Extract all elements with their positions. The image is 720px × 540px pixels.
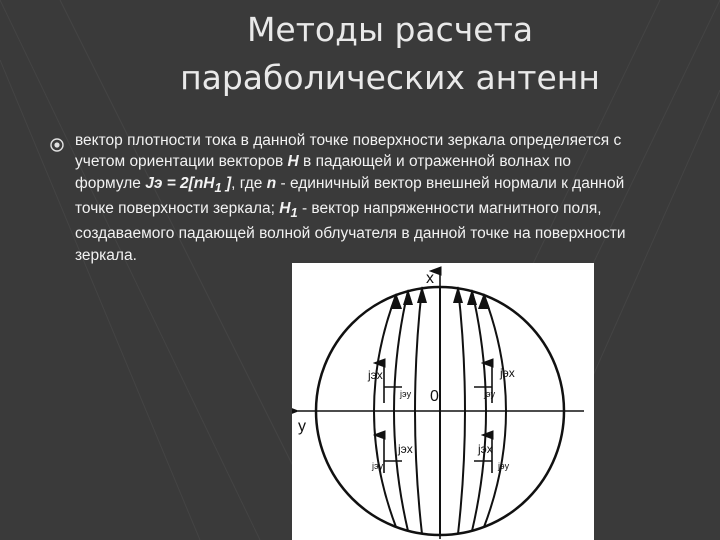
current-vectors (384, 363, 492, 473)
body-text-5: - вектор напряженности магнитного поля, создаваемого падающей волной облучателя в данной точке на поверхности зеркала. (75, 199, 626, 264)
slide-title-line-1: Методы расчета (246, 10, 534, 49)
body-text-1: вектор плотности тока в данной точке поверхности зеркала определяется с учетом ориентации векторов (75, 132, 622, 171)
origin-label: 0 (430, 388, 439, 405)
label-jey-tl: jэy (400, 389, 412, 399)
body-formula (145, 174, 232, 195)
h1-main: H (279, 199, 291, 217)
slide-title-line-2: параболических антенн (180, 58, 600, 97)
body-text-4: - единичный вектор внешней нормали к данной точке поверхности зеркала; (75, 174, 625, 217)
label-jey-bl: jэy (372, 461, 384, 471)
formula-end: ] (221, 174, 232, 192)
figure-svg (292, 263, 594, 540)
label-jex-bl: jэx (398, 442, 413, 456)
label-jey-br: jэy (498, 461, 510, 471)
formula-main: Jэ = 2[nH (145, 174, 215, 192)
label-jey-tr: jэy (484, 389, 496, 399)
circle-dot-icon (50, 138, 64, 152)
slide-title (130, 6, 650, 102)
label-jex-tr: jэx (500, 366, 515, 380)
label-jex-br: jэx (478, 442, 493, 456)
body-text-2: в падающей и отраженной волнах по формуле (75, 153, 571, 192)
body-h-vector: H (287, 153, 299, 171)
body-n-vector: n (266, 174, 277, 192)
label-jex-tl: jэx (368, 368, 383, 382)
axis-x-label: x (426, 270, 434, 287)
body-paragraph (75, 130, 635, 266)
formula-sub: 1 (214, 179, 222, 195)
current-distribution-figure (292, 263, 594, 540)
body-text-3: , где (231, 174, 267, 192)
body-h1-vector (279, 199, 298, 221)
axis-y-label: y (298, 418, 306, 435)
h1-sub: 1 (290, 205, 298, 221)
